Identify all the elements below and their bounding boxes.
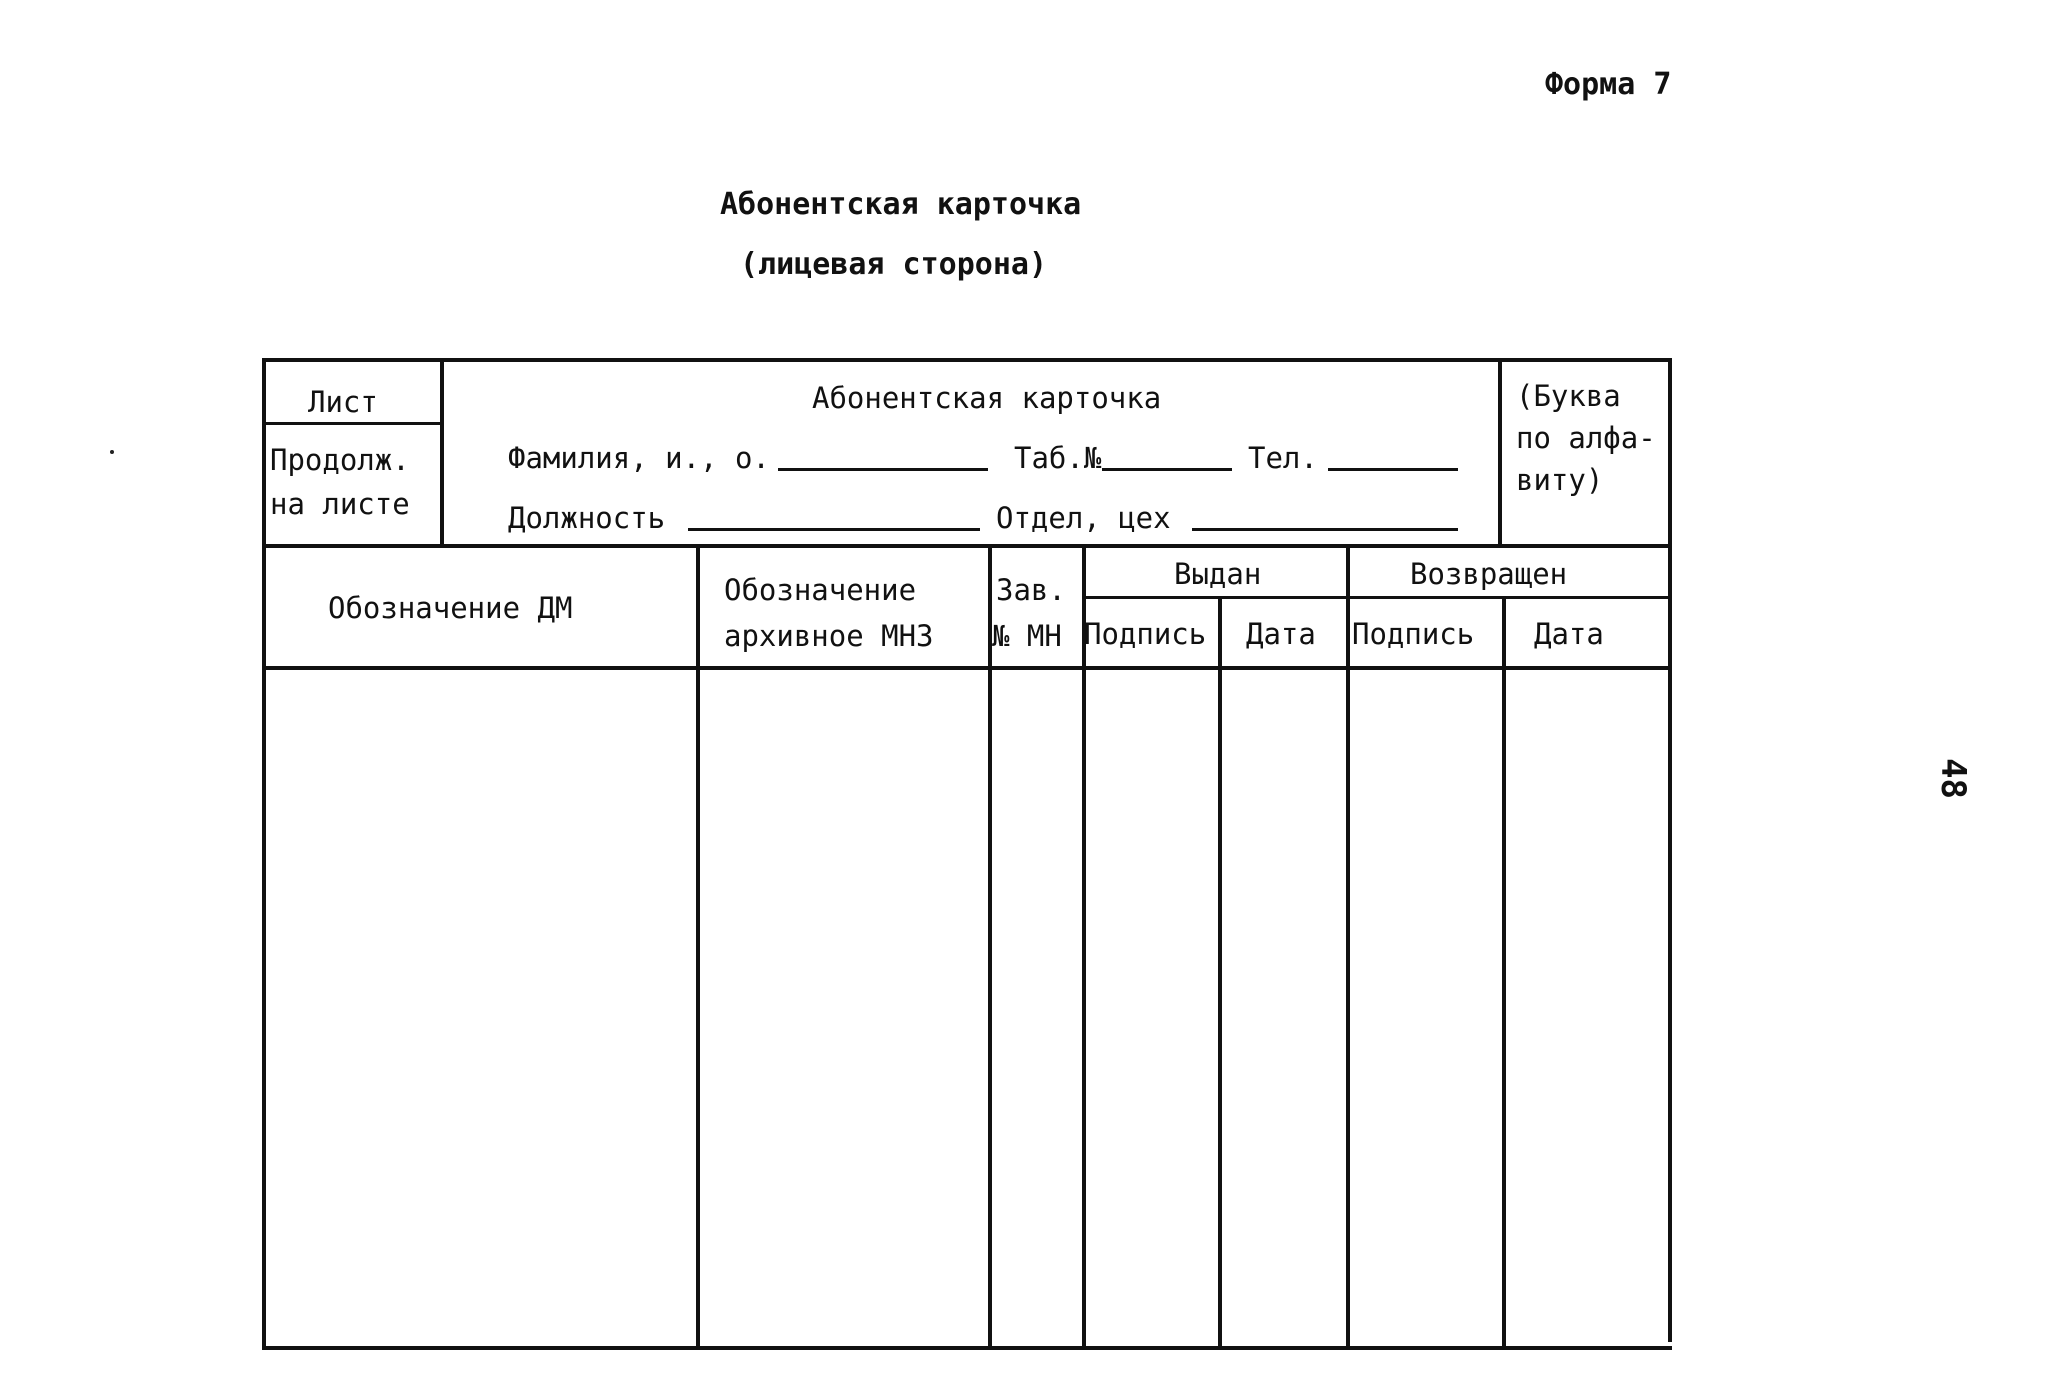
phone-label: Тел.	[1248, 441, 1318, 475]
frame-bottom	[262, 1346, 1672, 1350]
tab-number-label: Таб.№	[1014, 441, 1102, 475]
frame-right	[1668, 358, 1672, 1342]
page-subtitle: (лицевая сторона)	[740, 247, 1048, 282]
col-header-issued-date: Дата	[1246, 617, 1316, 651]
phone-field[interactable]	[1328, 468, 1458, 471]
group-header-issued: Выдан	[1174, 557, 1262, 591]
col-header-inventory-number-line2: № МН	[992, 619, 1062, 653]
sheet-label: Лист	[308, 385, 378, 419]
frame-top	[262, 358, 1672, 362]
group-header-underline	[1082, 596, 1672, 599]
card-header-title: Абонентская карточка	[812, 381, 1162, 415]
surname-label: Фамилия, и., о.	[508, 441, 770, 475]
alphabet-letter-label: (Буква	[1516, 379, 1621, 413]
header-divider-right	[1498, 358, 1502, 546]
scan-speck	[110, 450, 114, 454]
col-header-designation-dm: Обозначение ДМ	[328, 591, 573, 625]
col-header-archive-designation-line2: архивное МНЗ	[724, 619, 934, 653]
department-field[interactable]	[1192, 528, 1458, 531]
department-label: Отдел, цех	[996, 501, 1171, 535]
col-header-issued-signature: Подпись	[1084, 617, 1207, 651]
col-header-inventory-number: Зав.	[996, 573, 1066, 607]
header-divider-left	[440, 358, 444, 546]
tab-number-field[interactable]	[1102, 468, 1232, 471]
subscriber-card-form	[262, 358, 1672, 1350]
position-label: Должность	[508, 501, 666, 535]
sheet-cell-divider	[262, 422, 442, 425]
page-number: 48	[1933, 758, 1973, 799]
form-number-label: Форма 7	[1545, 67, 1672, 102]
alphabet-letter-label-line2: по алфа-	[1516, 421, 1656, 455]
continued-label-line2: на листе	[270, 487, 410, 521]
header-bottom-line	[262, 544, 1672, 548]
col-header-returned-signature: Подпись	[1352, 617, 1475, 651]
position-field[interactable]	[688, 528, 980, 531]
continued-label: Продолж.	[270, 443, 410, 477]
col-header-archive-designation: Обозначение	[724, 573, 917, 607]
table-body-empty	[266, 670, 1668, 1346]
surname-field[interactable]	[778, 468, 988, 471]
group-header-returned: Возвращен	[1410, 557, 1568, 591]
col-header-returned-date: Дата	[1534, 617, 1604, 651]
alphabet-letter-label-line3: виту)	[1516, 463, 1604, 497]
page-title: Абонентская карточка	[720, 187, 1082, 222]
